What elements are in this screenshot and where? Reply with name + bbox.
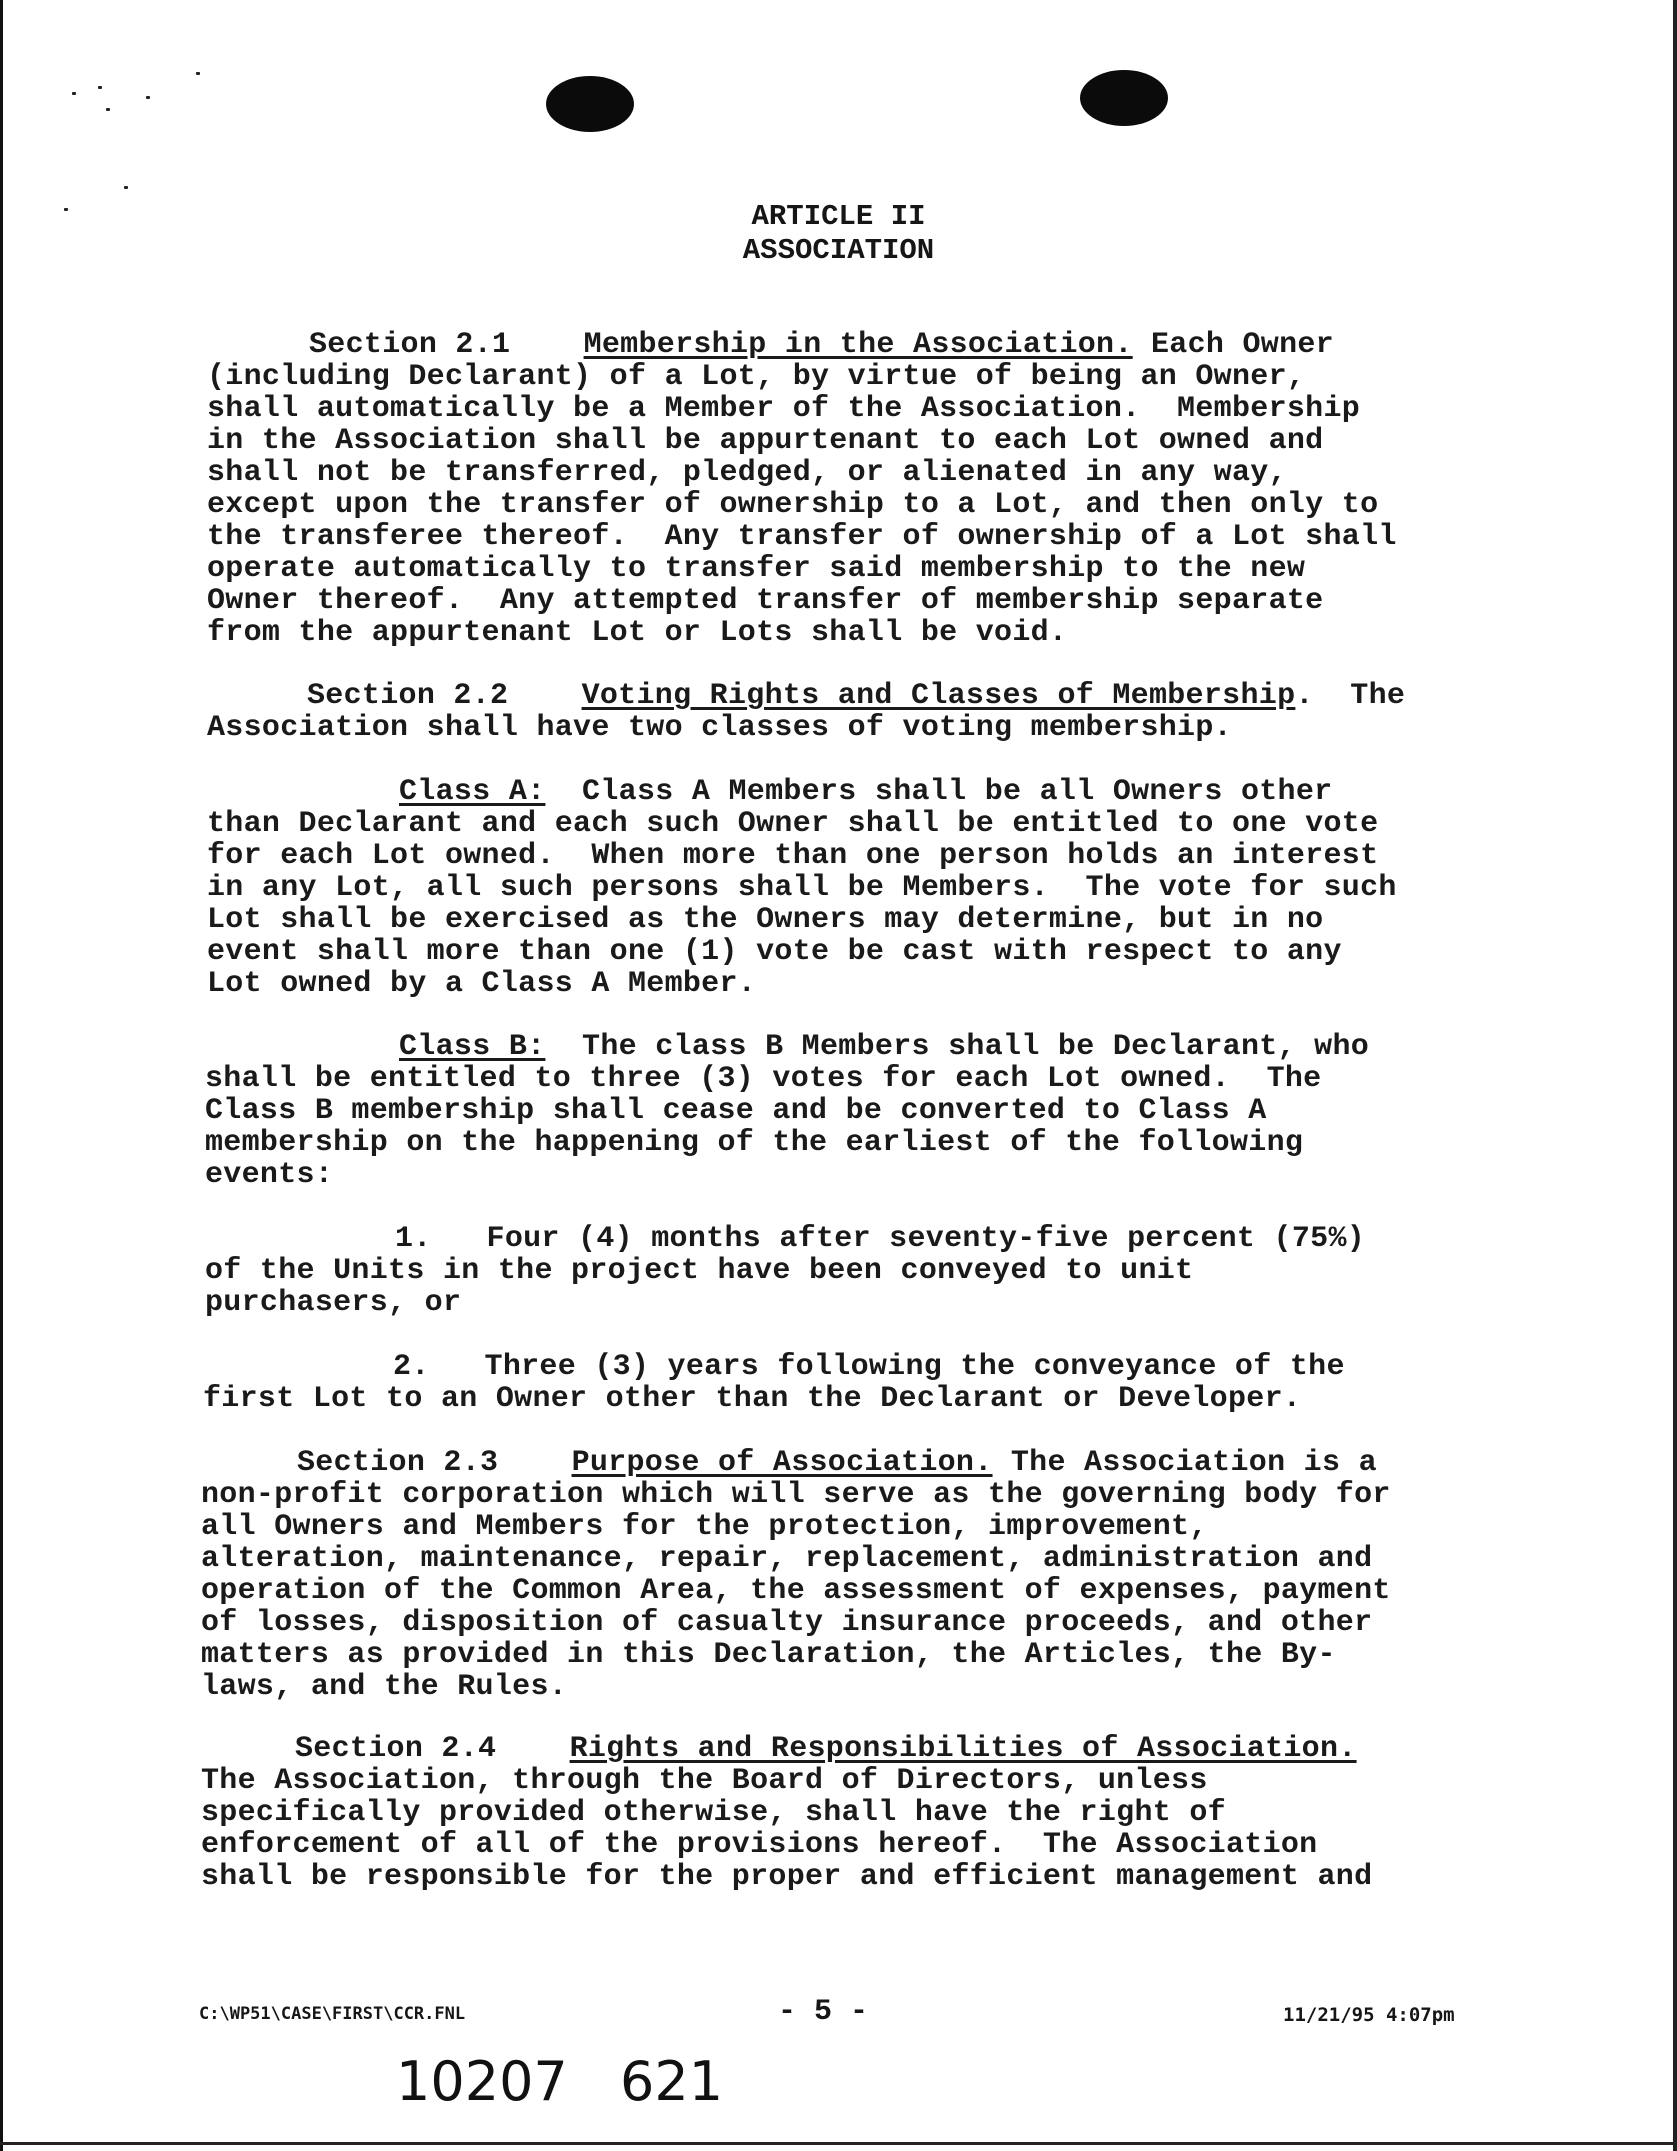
class-text: Class A Members shall be all Owners other	[545, 775, 1333, 809]
scan-speck	[72, 92, 76, 95]
list-item-1	[205, 1223, 1365, 1319]
class-text: shall be entitled to three (3) votes for each Lot owned. The Class B membership shall cease and be converted to Class A membership on the happening of the earliest of the following events:	[205, 1062, 1322, 1192]
page-edge-bottom	[0, 2142, 1677, 2145]
list-item-text: first Lot to an Owner other than the Declarant or Developer.	[203, 1382, 1302, 1416]
print-timestamp: 11/21/95 4:07pm	[1283, 2004, 1455, 2026]
scan-speck	[106, 108, 110, 111]
section-number: Section 2.4	[295, 1732, 497, 1766]
class-label: Class A:	[399, 775, 546, 809]
section-text: Each Owner	[1132, 328, 1334, 362]
section-text: The Association, through the Board of Directors, unless specifically provided otherwise, shall have the right of enforcement of all of the provisions hereof. The Association shall be responsible for the proper and efficient management and	[201, 1764, 1373, 1894]
page-edge-right	[1673, 0, 1677, 2151]
section-number: Section 2.2	[307, 679, 509, 713]
class-a	[207, 776, 1397, 1000]
section-2-3	[201, 1447, 1391, 1703]
scan-speck	[146, 96, 150, 99]
section-text: The Association is a	[992, 1446, 1377, 1480]
section-2-1	[207, 329, 1397, 649]
list-item-text: of the Units in the project have been conveyed to unit purchasers, or	[205, 1254, 1194, 1320]
section-number: Section 2.3	[297, 1446, 499, 1480]
article-title: ASSOCIATION	[742, 234, 935, 267]
section-title: Membership in the Association.	[583, 328, 1133, 362]
section-2-2	[207, 680, 1405, 744]
section-text: non-profit corporation which will serve as the governing body for all Owners and Members for the protection, improvement, alteration, maintenance, repair, replacement, administration and operation of the Common Area, the assessment of expenses, payment of losses, disposition of casualty insurance proceeds, and other matters as provided in this Declaration, the Articles, the By- laws, and the Rules.	[201, 1478, 1391, 1704]
recording-page: 621	[620, 2050, 724, 2113]
class-text: than Declarant and each such Owner shall be entitled to one vote for each Lot owned. When more than one person holds an interest in any Lot, all such persons shall be Members. The vote for such Lot shall be exercised as the Owners may determine, but in no event shall more than one (1) vote be cast with respect to any Lot owned by a Class A Member.	[207, 807, 1397, 1001]
scan-speck	[98, 86, 102, 89]
punch-hole-left	[546, 76, 634, 132]
section-title: Voting Rights and Classes of Membership	[581, 679, 1296, 713]
class-b	[205, 1031, 1369, 1191]
list-item-text: 2. Three (3) years following the conveyance of the	[393, 1350, 1345, 1384]
page-edge-left	[0, 0, 3, 2151]
article-number: ARTICLE II	[751, 200, 926, 233]
scan-speck	[196, 72, 200, 75]
scan-speck	[124, 186, 128, 189]
section-title: Purpose of Association.	[571, 1446, 993, 1480]
list-item-text: 1. Four (4) months after seventy-five percent (75%)	[395, 1222, 1366, 1256]
class-label: Class B:	[399, 1030, 546, 1064]
class-text: The class B Members shall be Declarant, who	[545, 1030, 1370, 1064]
section-text: . The	[1295, 679, 1406, 713]
section-2-4	[201, 1733, 1372, 1893]
file-path: C:\WP51\CASE\FIRST\CCR.FNL	[199, 2004, 466, 2024]
section-text: Association shall have two classes of voting membership.	[207, 711, 1232, 745]
section-text: (including Declarant) of a Lot, by virtue of being an Owner, shall automatically be a Member of the Association. Membership in the Association shall be appurtenant to each Lot owned and shall not be transferred, pledged, or alienated in any way, except upon the transfer of ownership to a Lot, and then only to the transferee thereof. Any transfer of ownership of a Lot shall operate automatically to transfer said membership to the new Owner thereof. Any attempted transfer of membership separate from the appurtenant Lot or Lots shall be void.	[207, 360, 1397, 650]
recording-number: 10207	[396, 2050, 568, 2113]
punch-hole-right	[1080, 70, 1168, 126]
section-title: Rights and Responsibilities of Association.	[569, 1732, 1357, 1766]
page-number: - 5 -	[778, 1995, 869, 2029]
section-number: Section 2.1	[309, 328, 511, 362]
list-item-2	[203, 1351, 1345, 1415]
